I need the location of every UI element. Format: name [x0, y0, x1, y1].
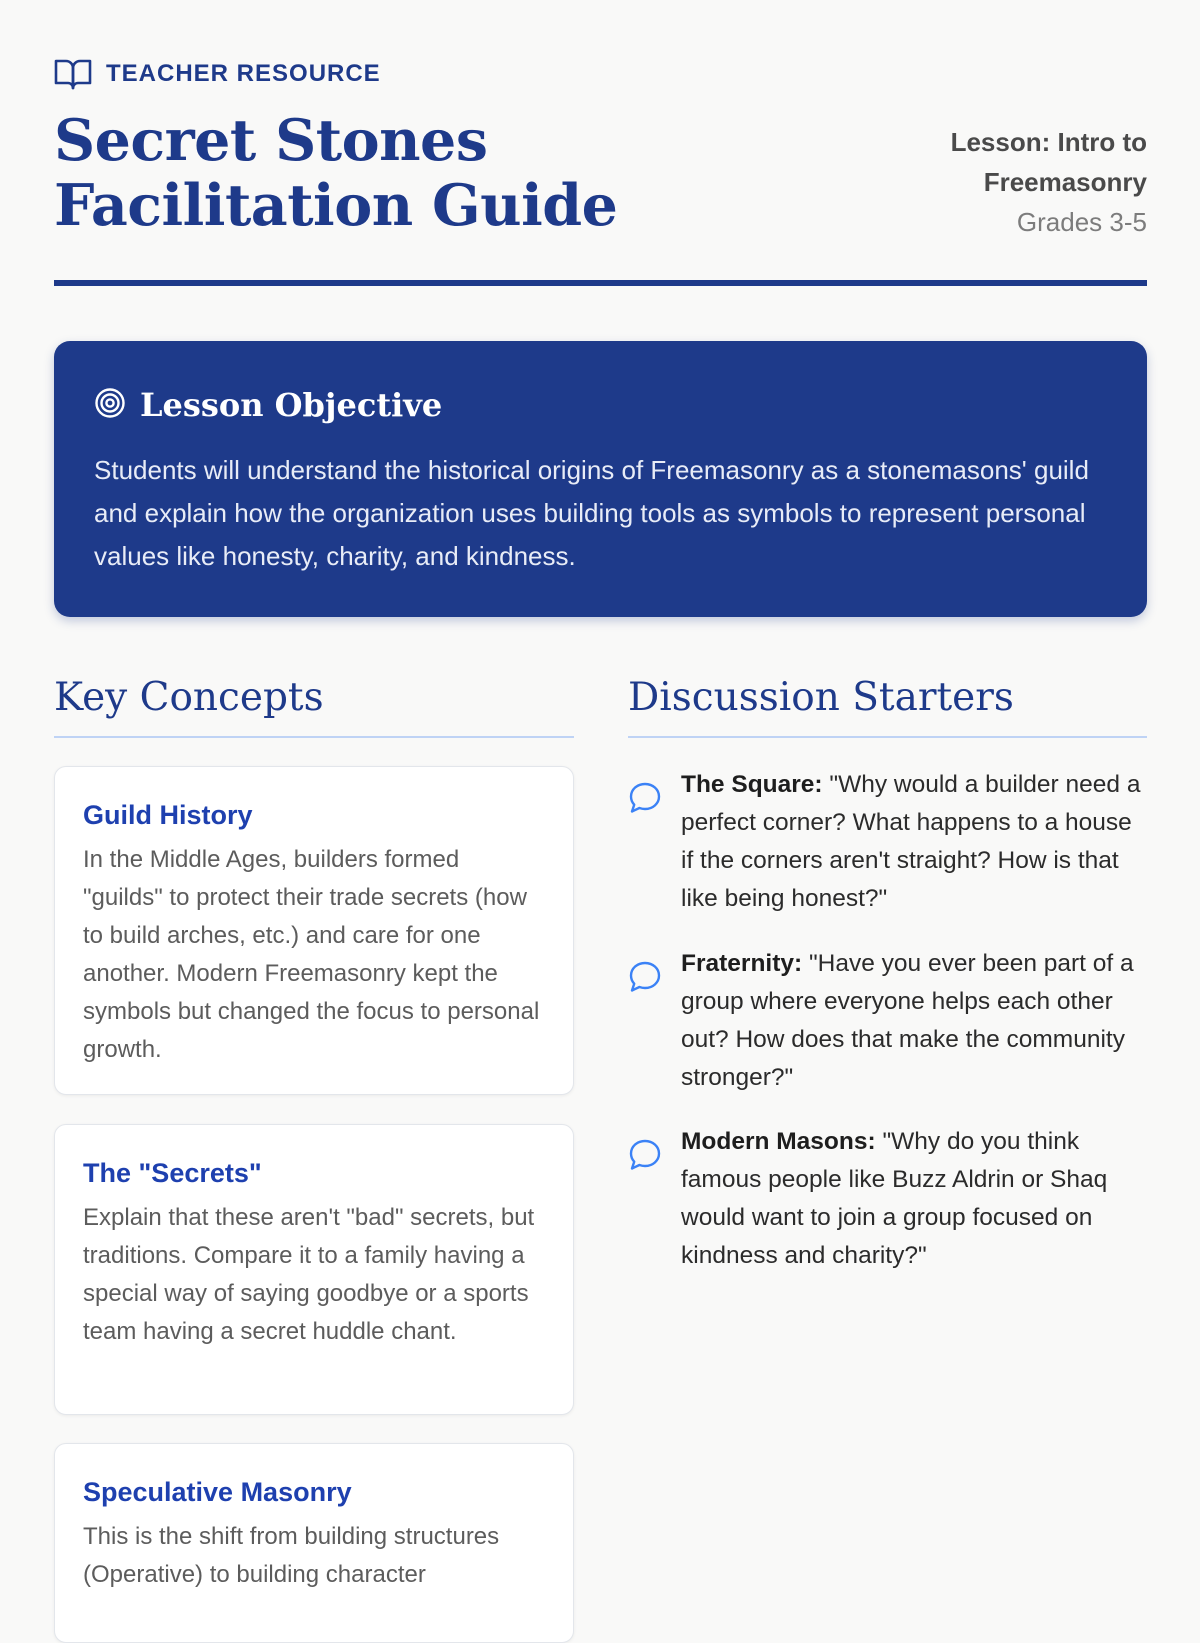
discussion-item — [628, 945, 1147, 1097]
concept-card — [54, 1443, 574, 1643]
discussion-item — [628, 766, 1147, 918]
concept-card-text: This is the shift from building structures (Operative) to building character — [83, 1523, 500, 1588]
concept-card — [54, 1124, 574, 1415]
discussion-item-label: Modern Masons: — [681, 1128, 876, 1155]
discussion-item — [628, 1123, 1147, 1275]
concept-card-text: Explain that these aren't "bad" secrets, but traditions. Compare it to a family having a special way of saying goodbye or a sports team having a secret huddle chant. — [83, 1204, 535, 1345]
concept-card-text: In the Middle Ages, builders formed "guilds" to protect their trade secrets (how to build arches, etc.) and care for one another. Modern Freemasonry kept the symbols but changed the focus to personal growth. — [83, 846, 540, 1063]
discussion-item-body — [681, 945, 1147, 1097]
book-open-icon — [54, 58, 92, 90]
concept-card-title: Guild History — [83, 800, 253, 830]
discussion-item-body — [681, 766, 1147, 918]
discussion-item-text: "Have you ever been part of a group where everyone helps each other out? How does that make the community stronger?" — [681, 950, 1134, 1091]
discussion-item-text: "Why do you think famous people like Buzz Aldrin or Shaq would want to join a group focused on kindness and charity?" — [681, 1128, 1108, 1269]
concept-card — [54, 766, 574, 1095]
message-circle-icon — [628, 960, 662, 994]
lesson-name: Lesson: Intro to Freemasonry — [950, 127, 1147, 197]
key-concepts-divider — [54, 736, 574, 738]
target-icon — [94, 387, 126, 424]
discussion-item-body — [681, 1123, 1147, 1275]
kicker-text: TEACHER RESOURCE — [106, 60, 381, 87]
concept-card-title: The "Secrets" — [83, 1158, 262, 1188]
discussion-item-label: The Square: — [681, 771, 823, 798]
discussion-item-label: Fraternity: — [681, 950, 803, 977]
discussion-starters-column — [628, 672, 1147, 1269]
concept-card-title: Speculative Masonry — [83, 1477, 352, 1507]
message-circle-icon — [628, 781, 662, 815]
discussion-starters-title: Discussion Starters — [628, 675, 1014, 720]
lesson-objective-box — [54, 341, 1147, 617]
grade-level: Grades 3-5 — [1016, 207, 1147, 237]
discussion-item-text: "Why would a builder need a perfect corner? What happens to a house if the corners aren't straight? How is that like being honest?" — [681, 771, 1141, 912]
key-concepts-title: Key Concepts — [54, 675, 324, 720]
message-circle-icon — [628, 1138, 662, 1172]
objective-text: Students will understand the historical origins of Freemasonry as a stonemasons' guild and explain how the organization uses building tools as symbols to represent personal values like honesty, charity, and kindness. — [94, 455, 1089, 571]
header-divider — [54, 280, 1147, 286]
lesson-meta — [907, 122, 1147, 242]
page-title: Secret Stones Facilitation Guide — [54, 107, 618, 239]
page — [54, 0, 1147, 1600]
objective-heading — [94, 383, 1107, 427]
objective-title: Lesson Objective — [140, 386, 443, 424]
discussion-starters-divider — [628, 736, 1147, 738]
teacher-resource-label — [54, 58, 381, 90]
key-concepts-column — [54, 672, 574, 1588]
